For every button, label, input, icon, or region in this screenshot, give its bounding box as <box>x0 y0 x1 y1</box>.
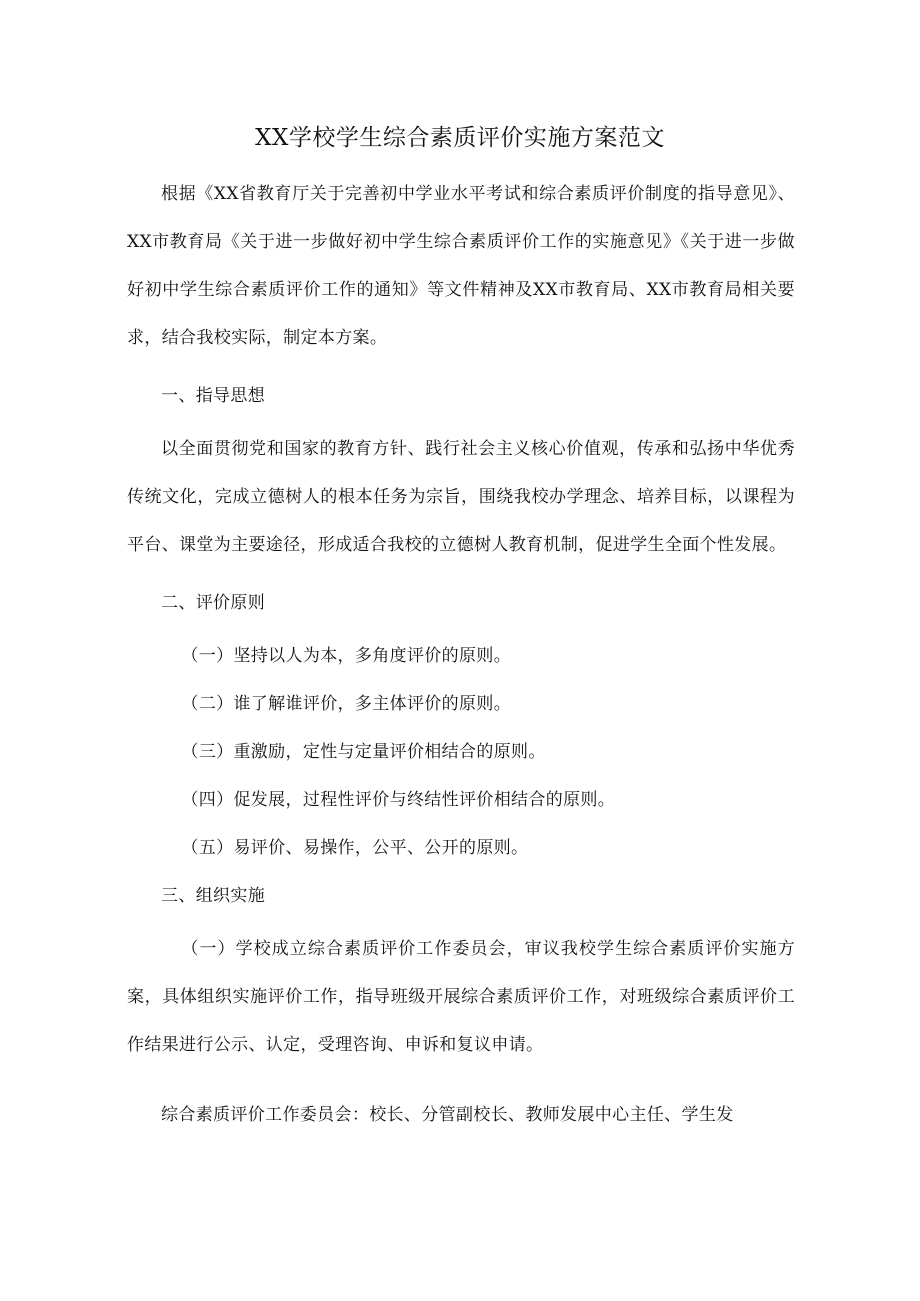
principle-item: （一）坚持以人为本，多角度评价的原则。 <box>181 646 512 666</box>
intro-paragraph: 根据《XX省教育厅关于完善初中学业水平考试和综合素质评价制度的指导意见》、XX市教育局《关于进一步做好初中学生综合素质评价工作的实施意见》《关于进一步做好初中学生综合素质评价工作的通知》等文件精神及XX市教育局、XX市教育局相关要求，结合我校实际，制定本方案。 <box>127 184 795 348</box>
committee-paragraph: 综合素质评价工作委员会：校长、分管副校长、教师发展中心主任、学生发 <box>161 1105 734 1125</box>
principle-item: （二）谁了解谁评价，多主体评价的原则。 <box>181 694 512 714</box>
document-title: XX学校学生综合素质评价实施方案范文 <box>255 125 665 151</box>
guiding-ideology-paragraph: 以全面贯彻党和国家的教育方针、践行社会主义核心价值观，传承和弘扬中华优秀传统文化，完成立德树人的根本任务为宗旨，围绕我校办学理念、培养目标，以课程为平台、课堂为主要途径，形成适合我校的立德树人教育机制，促进学生全面个性发展。 <box>127 439 795 555</box>
section-heading-evaluation-principles: 二、评价原则 <box>161 593 266 613</box>
document-body <box>127 170 795 1139</box>
principle-item: （五）易评价、易操作，公平、公开的原则。 <box>181 838 529 858</box>
section-heading-organization: 三、组织实施 <box>161 886 266 906</box>
principle-item: （三）重激励，定性与定量评价相结合的原则。 <box>181 742 546 762</box>
principle-item: （四）促发展，过程性评价与终结性评价相结合的原则。 <box>181 790 616 810</box>
section-heading-guiding-ideology: 一、指导思想 <box>161 386 266 406</box>
organization-paragraph: （一）学校成立综合素质评价工作委员会，审议我校学生综合素质评价实施方案，具体组织实施评价工作，指导班级开展综合素质评价工作，对班级综合素质评价工作结果进行公示、认定，受理咨询、申诉和复议申请。 <box>127 939 795 1055</box>
